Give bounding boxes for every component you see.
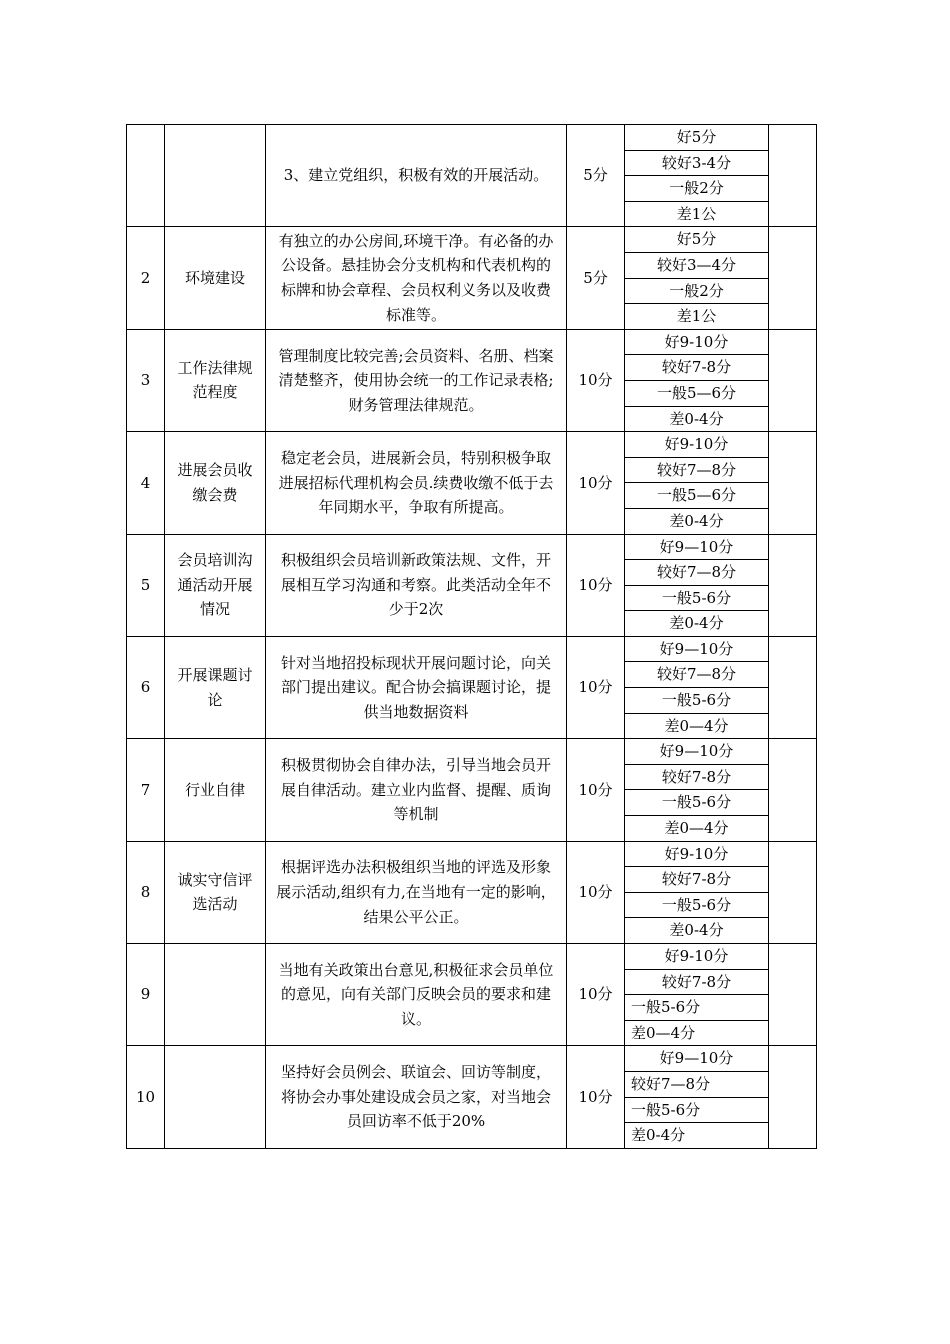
score-level: 较好7—8分 <box>625 1071 769 1097</box>
result-cell <box>769 329 817 431</box>
score-level: 差0-4分 <box>625 508 769 534</box>
criteria-description: 稳定老会员，进展新会员，特别积极争取进展招标代理机构会员.续费收缴不低于去年同期水平，争取有所提高。 <box>266 432 567 534</box>
result-cell <box>769 944 817 1046</box>
score-level: 一般5-6分 <box>625 995 769 1021</box>
score-level: 一般5-6分 <box>625 1097 769 1123</box>
score-level: 差0-4分 <box>625 918 769 944</box>
score-level: 差1公 <box>625 201 769 227</box>
max-score: 10分 <box>567 432 625 534</box>
item-name <box>165 1046 266 1148</box>
row-number: 4 <box>127 432 165 534</box>
row-number: 3 <box>127 329 165 431</box>
table-row <box>127 739 817 765</box>
max-score: 10分 <box>567 636 625 738</box>
table-row <box>127 125 817 151</box>
score-level: 好5分 <box>625 227 769 253</box>
score-level: 较好7-8分 <box>625 867 769 893</box>
score-level: 差1公 <box>625 304 769 330</box>
score-level: 好9—10分 <box>625 534 769 560</box>
score-level: 差0—4分 <box>625 816 769 842</box>
criteria-description: 积极贯彻协会自律办法，引导当地会员开展自律活动。建立业内监督、提醒、质询等机制 <box>266 739 567 841</box>
score-level: 差0—4分 <box>625 1020 769 1046</box>
score-level: 好9-10分 <box>625 841 769 867</box>
criteria-description: 坚持好会员例会、联谊会、回访等制度，将协会办事处建设成会员之家，对当地会员回访率不低于20% <box>266 1046 567 1148</box>
score-level: 好9—10分 <box>625 636 769 662</box>
row-number: 8 <box>127 841 165 943</box>
row-number: 2 <box>127 227 165 329</box>
table-row <box>127 534 817 560</box>
item-name <box>165 125 266 227</box>
item-name: 行业自律 <box>165 739 266 841</box>
score-level: 较好3—4分 <box>625 252 769 278</box>
score-level: 好9-10分 <box>625 432 769 458</box>
score-level: 一般5—6分 <box>625 380 769 406</box>
score-level: 一般5—6分 <box>625 483 769 509</box>
criteria-description: 积极组织会员培训新政策法规、文件，开展相互学习沟通和考察。此类活动全年不少于2次 <box>266 534 567 636</box>
result-cell <box>769 125 817 227</box>
table-row <box>127 1046 817 1072</box>
max-score: 10分 <box>567 944 625 1046</box>
criteria-description: 管理制度比较完善;会员资料、名册、档案清楚整齐，使用协会统一的工作记录表格;财务管理法律规范。 <box>266 329 567 431</box>
row-number: 5 <box>127 534 165 636</box>
item-name: 会员培训沟通活动开展情况 <box>165 534 266 636</box>
table-row <box>127 329 817 355</box>
result-cell <box>769 841 817 943</box>
score-level: 较好7—8分 <box>625 560 769 586</box>
result-cell <box>769 227 817 329</box>
score-level: 一般2分 <box>625 176 769 202</box>
criteria-description: 有独立的办公房间,环境干净。有必备的办公设备。悬挂协会分支机构和代表机构的标牌和协会章程、会员权利义务以及收费标准等。 <box>266 227 567 329</box>
score-level: 较好7-8分 <box>625 764 769 790</box>
score-level: 好9—10分 <box>625 739 769 765</box>
item-name: 进展会员收缴会费 <box>165 432 266 534</box>
table-body <box>127 125 817 1149</box>
result-cell <box>769 534 817 636</box>
score-level: 好5分 <box>625 125 769 151</box>
score-level: 较好7—8分 <box>625 457 769 483</box>
score-level: 差0—4分 <box>625 713 769 739</box>
result-cell <box>769 636 817 738</box>
evaluation-table <box>126 124 817 1149</box>
criteria-description: 3、建立党组织，积极有效的开展活动。 <box>266 125 567 227</box>
result-cell <box>769 739 817 841</box>
table-row <box>127 636 817 662</box>
score-level: 一般5-6分 <box>625 585 769 611</box>
table-row <box>127 841 817 867</box>
row-number: 9 <box>127 944 165 1046</box>
criteria-description: 当地有关政策出台意见,积极征求会员单位的意见，向有关部门反映会员的要求和建议。 <box>266 944 567 1046</box>
row-number: 7 <box>127 739 165 841</box>
result-cell <box>769 1046 817 1148</box>
score-level: 好9-10分 <box>625 329 769 355</box>
max-score: 5分 <box>567 227 625 329</box>
max-score: 10分 <box>567 534 625 636</box>
item-name: 开展课题讨论 <box>165 636 266 738</box>
score-level: 一般5-6分 <box>625 892 769 918</box>
result-cell <box>769 432 817 534</box>
item-name: 工作法律规范程度 <box>165 329 266 431</box>
item-name: 诚实守信评选活动 <box>165 841 266 943</box>
score-level: 一般5-6分 <box>625 790 769 816</box>
max-score: 5分 <box>567 125 625 227</box>
max-score: 10分 <box>567 841 625 943</box>
criteria-description: 根据评选办法积极组织当地的评选及形象展示活动,组织有力,在当地有一定的影响，结果公平公正。 <box>266 841 567 943</box>
score-level: 好9-10分 <box>625 944 769 970</box>
max-score: 10分 <box>567 1046 625 1148</box>
table-row <box>127 227 817 253</box>
item-name: 环境建设 <box>165 227 266 329</box>
max-score: 10分 <box>567 739 625 841</box>
score-level: 差0-4分 <box>625 406 769 432</box>
row-number <box>127 125 165 227</box>
score-level: 较好3-4分 <box>625 150 769 176</box>
score-level: 一般2分 <box>625 278 769 304</box>
item-name <box>165 944 266 1046</box>
score-level: 一般5-6分 <box>625 688 769 714</box>
max-score: 10分 <box>567 329 625 431</box>
criteria-description: 针对当地招投标现状开展问题讨论，向关部门提出建议。配合协会搞课题讨论，提供当地数据资料 <box>266 636 567 738</box>
score-level: 较好7-8分 <box>625 969 769 995</box>
row-number: 6 <box>127 636 165 738</box>
table-row <box>127 944 817 970</box>
table-row <box>127 432 817 458</box>
score-level: 好9—10分 <box>625 1046 769 1072</box>
row-number: 10 <box>127 1046 165 1148</box>
score-level: 差0-4分 <box>625 611 769 637</box>
score-level: 差0-4分 <box>625 1123 769 1149</box>
score-level: 较好7—8分 <box>625 662 769 688</box>
score-level: 较好7-8分 <box>625 355 769 381</box>
